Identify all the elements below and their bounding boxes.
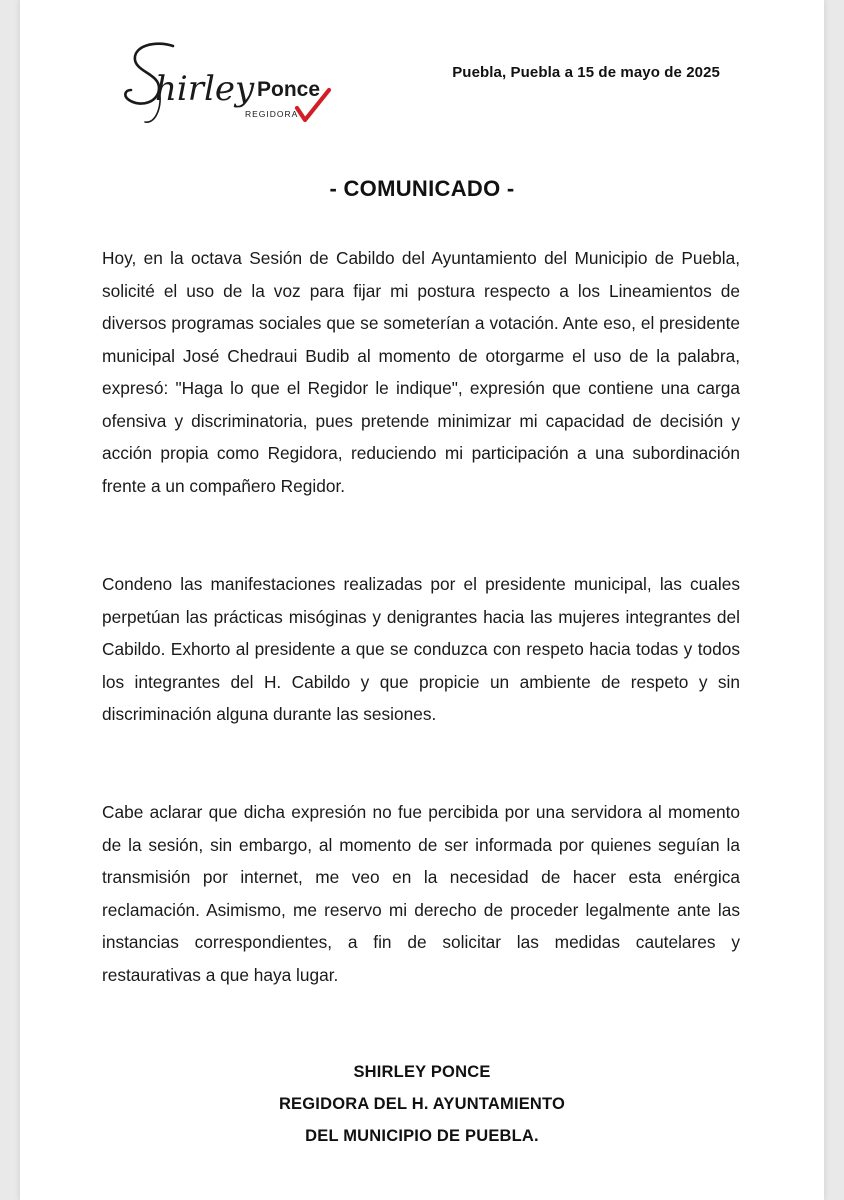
- document-title: - COMUNICADO -: [329, 176, 515, 201]
- paragraph-text: Condeno las manifestaciones realizadas por el presidente municipal, las cuales perpetúan las prácticas misóginas y denigrantes hacia las mujeres integrantes del Cabildo. Exhorto al presidente a que se conduzca con respeto hacia todas y todos los integrantes del H. Cabildo y que propicie un ambiente de respeto y sin discriminación alguna durante las sesiones.: [102, 574, 740, 724]
- paragraph-text: Cabe aclarar que dicha expresión no fue percibida por una servidora al momento de la sesión, sin embargo, al momento de ser informada por quienes seguían la transmisión por internet, me veo en la necesidad de hacer esta enérgica reclamación. Asimismo, me reservo mi derecho de proceder legalmente ante las instancias correspondientes, a fin de solicitar las medidas cautelares y restaurativas a que haya lugar.: [102, 802, 740, 985]
- svg-text:REGIDORA: REGIDORA: [245, 109, 299, 119]
- signature-name: SHIRLEY PONCE: [353, 1063, 491, 1081]
- svg-text:hirley: hirley: [155, 69, 255, 109]
- paragraph-1: [102, 242, 740, 502]
- signature-position: REGIDORA DEL H. AYUNTAMIENTO: [278, 1095, 566, 1113]
- paragraph-text: Hoy, en la octava Sesión de Cabildo del Ayuntamiento del Municipio de Puebla, solicité el uso de la voz para fijar mi postura respecto a los Lineamientos de diversos programas sociales que se someterían a votación. Ante eso, el presidente municipal José Chedraui Budib al momento de otorgarme el uso de la palabra, expresó: "Haga lo que el Regidor le indique", expresión que contiene una carga ofensiva y discriminatoria, pues pretende minimizar mi capacidad de decisión y acción propia como Regidora, reduciendo mi participación a una subordinación frente a un compañero Regidor.: [102, 248, 740, 496]
- paragraph-3: [102, 796, 740, 991]
- signature-municipality: DEL MUNICIPIO DE PUEBLA.: [305, 1127, 539, 1145]
- document-page: [20, 0, 824, 1200]
- svg-text:Ponce: Ponce: [257, 78, 321, 101]
- paragraph-2: [102, 568, 740, 731]
- date-line: Puebla, Puebla a 15 de mayo de 2025: [452, 64, 720, 81]
- regidora-logo: [115, 38, 345, 130]
- signature-block: [20, 1056, 824, 1152]
